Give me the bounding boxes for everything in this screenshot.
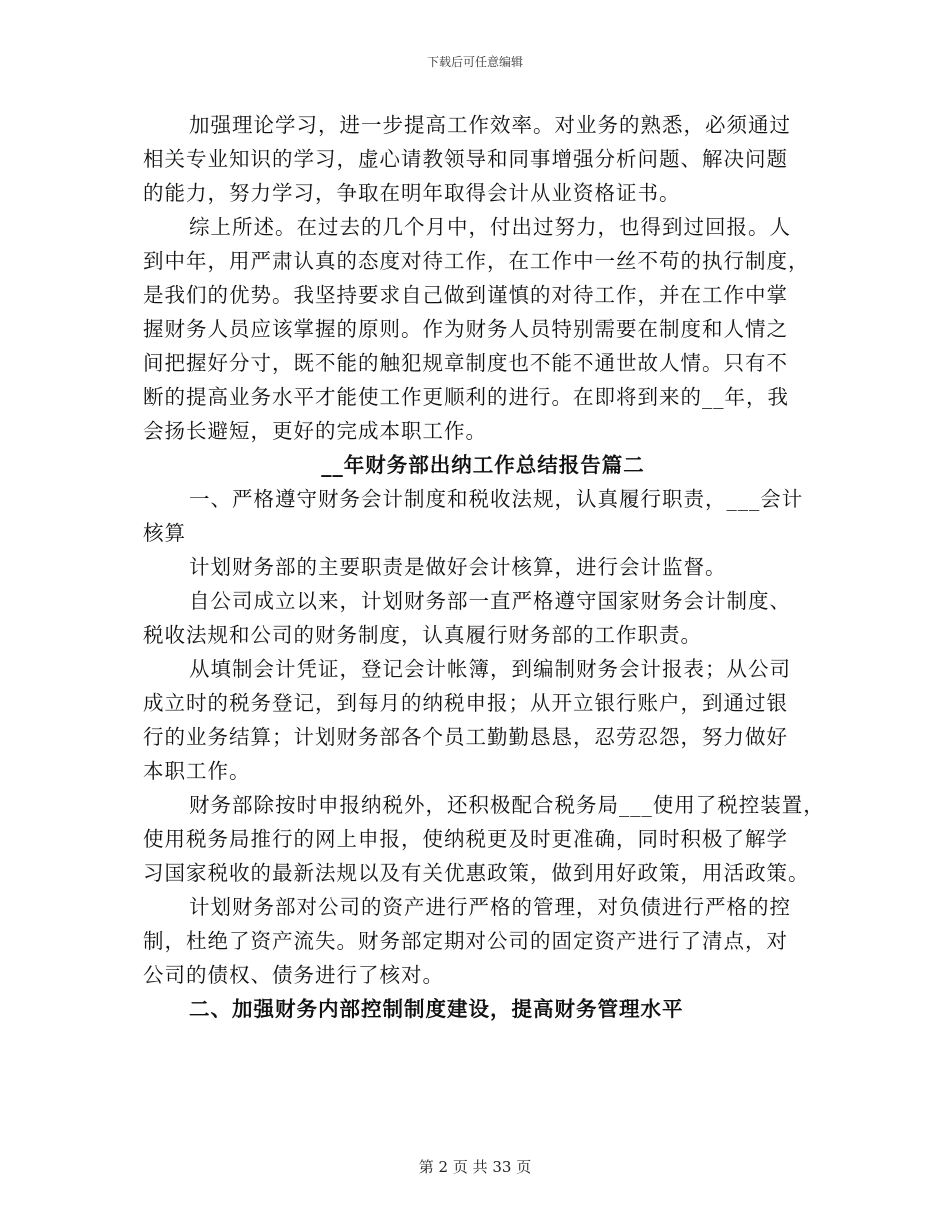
text-line: 制，杜绝了资产流失。财务部定期对公司的固定资产进行了清点，对: [143, 929, 788, 953]
text-line: 断的提高业务水平才能使工作更顺利的进行。在即将到来的__年，我: [143, 385, 789, 409]
text-line: 从填制会计凭证，登记会计帐簿，到编制财务会计报表；从公司: [189, 657, 791, 681]
text-line: 一、严格遵守财务会计制度和税收法规，认真履行职责，___会计: [189, 487, 804, 511]
text-line: 核算: [143, 521, 186, 545]
page-footer: 第 2 页 共 33 页: [418, 1158, 532, 1176]
text-line: 成立时的税务登记，到每月的纳税申报；从开立银行账户，到通过银: [143, 691, 788, 715]
text-line: 计划财务部的主要职责是做好会计核算，进行会计监督。: [189, 555, 727, 579]
text-line: 习国家税收的最新法规以及有关优惠政策，做到用好政策，用活政策。: [143, 861, 810, 885]
text-line: 综上所述。在过去的几个月中，付出过努力，也得到过回报。人: [189, 215, 791, 239]
text-line: 公司的债权、债务进行了核对。: [143, 963, 444, 987]
text-line: 税收法规和公司的财务制度，认真履行财务部的工作职责。: [143, 623, 702, 647]
section-heading: __年财务部出纳工作总结报告篇二: [321, 453, 645, 477]
text-line: 本职工作。: [143, 759, 251, 783]
text-line: 计划财务部对公司的资产进行严格的管理，对负债进行严格的控: [189, 895, 791, 919]
text-line: 到中年，用严肃认真的态度对待工作，在工作中一丝不苟的执行制度，: [143, 249, 810, 273]
page-header: 下载后可任意编辑: [426, 55, 523, 69]
text-line: 相关专业知识的学习，虚心请教领导和同事增强分析问题、解决问题: [143, 147, 788, 171]
text-line: 加强理论学习，进一步提高工作效率。对业务的熟悉，必须通过: [189, 113, 791, 137]
text-line: 会扬长避短，更好的完成本职工作。: [143, 419, 487, 443]
text-line: 的能力，努力学习，争取在明年取得会计从业资格证书。: [143, 181, 681, 205]
document-body: [143, 108, 823, 1026]
text-line: 使用税务局推行的网上申报，使纳税更及时更准确，同时积极了解学: [143, 827, 788, 851]
text-line: 间把握好分寸，既不能的触犯规章制度也不能不通世故人情。只有不: [143, 351, 788, 375]
text-line: 财务部除按时申报纳税外，还积极配合税务局___使用了税控装置，: [189, 793, 825, 817]
section-heading: 二、加强财务内部控制制度建设，提高财务管理水平: [189, 997, 684, 1021]
text-line: 自公司成立以来，计划财务部一直严格遵守国家财务会计制度、: [189, 589, 791, 613]
text-line: 是我们的优势。我坚持要求自己做到谨慎的对待工作，并在工作中掌: [143, 283, 788, 307]
text-line: 行的业务结算；计划财务部各个员工勤勤恳恳，忍劳忍怨，努力做好: [143, 725, 788, 749]
text-line: 握财务人员应该掌握的原则。作为财务人员特别需要在制度和人情之: [143, 317, 788, 341]
